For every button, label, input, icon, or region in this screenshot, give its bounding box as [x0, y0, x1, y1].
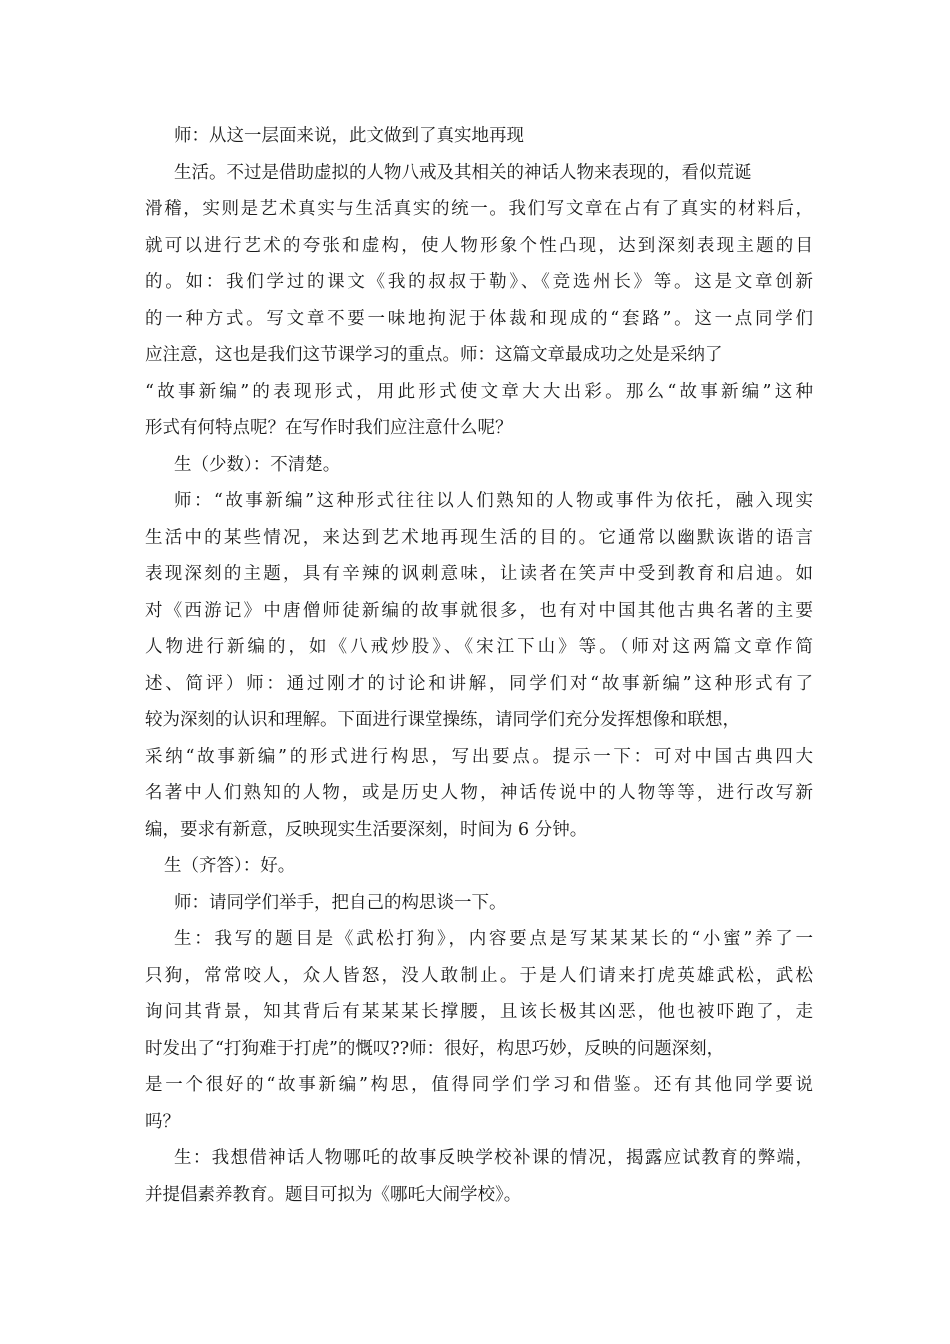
text-line: 时发出了“打狗难于打虎”的慨叹??师：很好，构思巧妙，反映的问题深刻，: [145, 1038, 725, 1059]
text-line: 并提倡素养教育。题目可拟为《哪吒大闹学校》。: [145, 1184, 522, 1205]
text-line: 表现深刻的主题，具有辛辣的讽刺意味，让读者在笑声中受到教育和启迪。如: [145, 564, 813, 584]
text-line: 对《西游记》中唐僧师徒新编的故事就很多，也有对中国其他古典名著的主要: [145, 600, 813, 621]
text-line: 的。如：我们学过的课文《我的叔叔于勒》、《竞选州长》等。这是文章创新: [145, 272, 813, 292]
text-line: 生活。不过是借助虚拟的人物八戒及其相关的神话人物来表现的，看似荒诞: [174, 162, 752, 183]
text-line: 吗？: [145, 1111, 180, 1132]
text-line: 形式有何特点呢？在写作时我们应注意什么呢？: [145, 418, 513, 438]
document-body: [145, 118, 813, 1213]
text-line: 采纳“故事新编”的形式进行构思，写出要点。提示一下：可对中国古典四大: [145, 746, 813, 767]
text-line: 生（齐答）：好。: [164, 856, 296, 876]
text-line: 师：“故事新编”这种形式往往以人们熟知的人物或事件为依托，融入现实: [174, 491, 813, 511]
text-line: “故事新编”的表现形式，用此形式使文章大大出彩。那么“故事新编”这种: [145, 381, 813, 402]
text-line: 是一个很好的“故事新编”构思，值得同学们学习和借鉴。还有其他同学要说: [145, 1075, 813, 1095]
text-line: 滑稽，实则是艺术真实与生活真实的统一。我们写文章在占有了真实的材料后，: [145, 199, 813, 219]
text-line: 师：从这一层面来说，此文做到了真实地再现: [174, 126, 524, 146]
text-line: 只狗，常常咬人，众人皆怒，没人敢制止。于是人们请来打虎英雄武松，武松: [145, 965, 813, 986]
text-line: 的一种方式。写文章不要一味地拘泥于体裁和现成的“套路”。这一点同学们: [145, 308, 813, 329]
text-line: 生活中的某些情况，来达到艺术地再现生活的目的。它通常以幽默诙谐的语言: [145, 527, 813, 548]
text-line: 编，要求有新意，反映现实生活要深刻，时间为 6 分钟。: [145, 819, 588, 840]
text-line: 应注意，这也是我们这节课学习的重点。师：这篇文章最成功之处是采纳了: [145, 345, 723, 365]
text-line: 生：我写的题目是《武松打狗》，内容要点是写某某某长的“小蜜”养了一: [174, 929, 813, 949]
text-line: 生：我想借神话人物哪吒的故事反映学校补课的情况，揭露应试教育的弊端，: [174, 1148, 813, 1168]
text-line: 名著中人们熟知的人物，或是历史人物，神话传说中的人物等等，进行改写新: [145, 783, 813, 803]
text-line: 就可以进行艺术的夸张和虚构，使人物形象个性凸现，达到深刻表现主题的目: [145, 235, 813, 256]
text-line: 生（少数）：不清楚。: [174, 454, 341, 475]
text-line: 询问其背景，知其背后有某某某长撑腰，且该长极其凶恶，他也被吓跑了，走: [145, 1002, 813, 1022]
text-line: 师：请同学们举手，把自己的构思谈一下。: [174, 892, 507, 913]
text-line: 人物进行新编的，如《八戒炒股》、《宋江下山》等。（师对这两篇文章作简: [145, 637, 813, 657]
text-line: 述、简评）师：通过刚才的讨论和讲解，同学们对“故事新编”这种形式有了: [145, 673, 813, 694]
text-line: 较为深刻的认识和理解。下面进行课堂操练，请同学们充分发挥想像和联想，: [145, 710, 740, 730]
